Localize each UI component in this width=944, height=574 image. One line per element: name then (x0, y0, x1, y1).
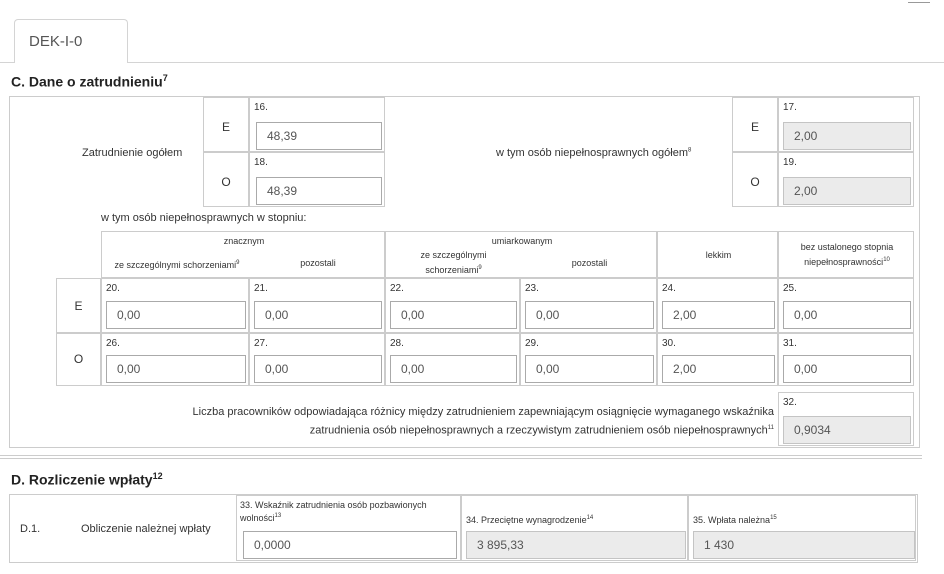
disabled-total-label (496, 147, 691, 159)
field-25-input[interactable]: 0,00 (783, 301, 911, 329)
header-znacznym-label: znacznym (223, 236, 265, 246)
field-29-number: 29. (525, 338, 539, 349)
header-umiarkowanym-pozostali: pozostali (571, 258, 608, 268)
degree-label: w tym osób niepełnosprawnych w stopniu: (101, 212, 307, 224)
field-34-input: 3 895,33 (466, 531, 686, 559)
field-35-input: 1 430 (693, 531, 915, 559)
field-25-cell (778, 278, 914, 333)
header-bez-stopnia (778, 231, 914, 278)
field-33-label-line2-text: wolności (240, 513, 275, 523)
field-22-cell (385, 278, 520, 333)
field-29-input[interactable]: 0,00 (525, 355, 654, 383)
field-22-number: 22. (390, 283, 404, 294)
field-16-number: 16. (254, 102, 268, 113)
employee-difference-footnote: 11 (767, 425, 774, 431)
header-bez-stopnia-line2 (779, 254, 915, 269)
tab-dek-i-0[interactable] (14, 19, 128, 63)
header-bez-stopnia-footnote: 10 (883, 257, 890, 263)
header-umiarkowanym-sz (386, 249, 521, 277)
field-17-number: 17. (783, 102, 797, 113)
section-c-title-text: C. Dane o zatrudnieniu (11, 73, 163, 90)
field-31-cell (778, 333, 914, 386)
field-29-cell (520, 333, 657, 386)
header-lekkim-label: lekkim (705, 250, 732, 260)
field-24-cell (657, 278, 778, 333)
row-e-label-2: E (750, 120, 759, 134)
field-35-label-text: 35. Wpłata należna (693, 515, 771, 525)
field-19-input: 2,00 (783, 177, 911, 205)
field-31-number: 31. (783, 338, 797, 349)
field-34-footnote: 14 (586, 515, 594, 521)
section-divider (0, 455, 922, 459)
d1-label: Obliczenie należnej wpłaty (81, 523, 211, 535)
field-35-cell (688, 495, 916, 561)
field-18-cell (249, 152, 385, 207)
header-umiarkowanym-sz-line2-text: schorzeniami (425, 265, 479, 275)
field-27-number: 27. (254, 338, 268, 349)
field-32-cell (778, 392, 914, 446)
header-bez-stopnia-line1: bez ustalonego stopnia (800, 242, 894, 252)
field-30-number: 30. (662, 338, 676, 349)
header-umiarkowanym-sz-line1: ze szczególnymi (420, 250, 487, 260)
header-znacznym (101, 231, 385, 278)
field-33-label (240, 500, 460, 524)
field-17-input: 2,00 (783, 122, 911, 150)
grid-row-e-cell (56, 278, 101, 333)
field-35-footnote: 15 (770, 515, 777, 521)
field-26-number: 26. (106, 338, 120, 349)
field-34-label (466, 512, 593, 527)
field-24-input[interactable]: 2,00 (662, 301, 775, 329)
field-27-input[interactable]: 0,00 (254, 355, 382, 383)
field-34-cell (461, 495, 688, 561)
field-16-input[interactable]: 48,39 (256, 122, 382, 150)
row-o-cell (203, 152, 249, 207)
employee-difference-line2-text: zatrudnienia osób niepełnosprawnych a rzeczywistym zatrudnieniem osób niepełnosprawnych (309, 424, 768, 437)
field-19-number: 19. (783, 157, 797, 168)
field-23-number: 23. (525, 283, 539, 294)
field-20-input[interactable]: 0,00 (106, 301, 246, 329)
header-bez-stopnia-line2-text: niepełnosprawności (804, 257, 884, 267)
row-o-cell-2 (732, 152, 778, 207)
field-28-number: 28. (390, 338, 404, 349)
section-d-title-footnote: 12 (152, 471, 163, 481)
header-znacznym-sz-footnote: 9 (236, 260, 240, 266)
tab-label: DEK-I-0 (29, 33, 83, 50)
field-23-cell (520, 278, 657, 333)
grid-row-o-cell (56, 333, 101, 386)
field-21-number: 21. (254, 283, 268, 294)
section-c-title (11, 73, 168, 90)
header-lekkim (657, 231, 778, 278)
header-umiarkowanym-sz-line2 (386, 262, 521, 277)
section-c-title-footnote: 7 (162, 73, 168, 83)
header-umiarkowanym-label: umiarkowanym (491, 236, 553, 246)
field-28-input[interactable]: 0,00 (390, 355, 517, 383)
row-e-label: E (221, 120, 230, 134)
row-e-cell-2 (732, 97, 778, 152)
field-30-input[interactable]: 2,00 (662, 355, 775, 383)
field-23-input[interactable]: 0,00 (525, 301, 654, 329)
field-30-cell (657, 333, 778, 386)
field-21-input[interactable]: 0,00 (254, 301, 382, 329)
disabled-total-label-text: w tym osób niepełnosprawnych ogółem (496, 147, 688, 159)
field-20-cell (101, 278, 249, 333)
header-umiarkowanym-sz-footnote: 9 (478, 265, 482, 271)
grid-row-o-label: O (73, 352, 84, 366)
field-26-cell (101, 333, 249, 386)
row-o-label: O (221, 175, 231, 189)
row-o-label-2: O (750, 175, 760, 189)
grid-row-e-label: E (74, 299, 83, 313)
d1-code: D.1. (20, 523, 41, 535)
disabled-total-footnote: 8 (688, 147, 692, 154)
employee-difference-line2 (84, 420, 774, 439)
field-35-label (693, 512, 777, 527)
field-33-cell (236, 495, 461, 561)
field-33-label-line1: 33. Wskaźnik zatrudnienia osób pozbawionych (240, 500, 427, 510)
row-e-cell (203, 97, 249, 152)
field-28-cell (385, 333, 520, 386)
header-bez-stopnia-label (779, 241, 915, 269)
header-znacznym-pozostali: pozostali (300, 258, 336, 268)
header-umiarkowanym (385, 231, 657, 278)
field-34-label-text: 34. Przeciętne wynagrodzenie (466, 515, 587, 525)
field-25-number: 25. (783, 283, 797, 294)
field-18-number: 18. (254, 157, 268, 168)
employee-difference-label (84, 404, 774, 439)
field-32-input: 0,9034 (783, 416, 911, 444)
field-22-input[interactable]: 0,00 (390, 301, 517, 329)
field-17-cell (778, 97, 914, 152)
field-33-label-line2 (240, 511, 460, 524)
window-corner-decoration (908, 0, 930, 3)
field-33-input[interactable]: 0,0000 (243, 531, 457, 559)
field-27-cell (249, 333, 385, 386)
field-32-number: 32. (783, 397, 797, 408)
section-d-title-text: D. Rozliczenie wpłaty (11, 471, 153, 488)
field-26-input[interactable]: 0,00 (106, 355, 246, 383)
header-znacznym-sz-text: ze szczególnymi schorzeniami (114, 260, 237, 270)
field-16-cell (249, 97, 385, 152)
field-20-number: 20. (106, 283, 120, 294)
field-21-cell (249, 278, 385, 333)
total-employment-label: Zatrudnienie ogółem (82, 147, 183, 159)
field-24-number: 24. (662, 283, 676, 294)
field-19-cell (778, 152, 914, 207)
field-31-input[interactable]: 0,00 (783, 355, 911, 383)
field-33-footnote: 13 (274, 513, 282, 519)
field-18-input[interactable]: 48,39 (256, 177, 382, 205)
tab-bar-divider (0, 62, 944, 63)
header-znacznym-sz (104, 257, 250, 272)
employee-difference-line1: Liczba pracowników odpowiadająca różnicy między zatrudnieniem zapewniającym osiągnięcie wymaganego wskaźnika (192, 406, 774, 418)
section-d-title (11, 471, 163, 488)
